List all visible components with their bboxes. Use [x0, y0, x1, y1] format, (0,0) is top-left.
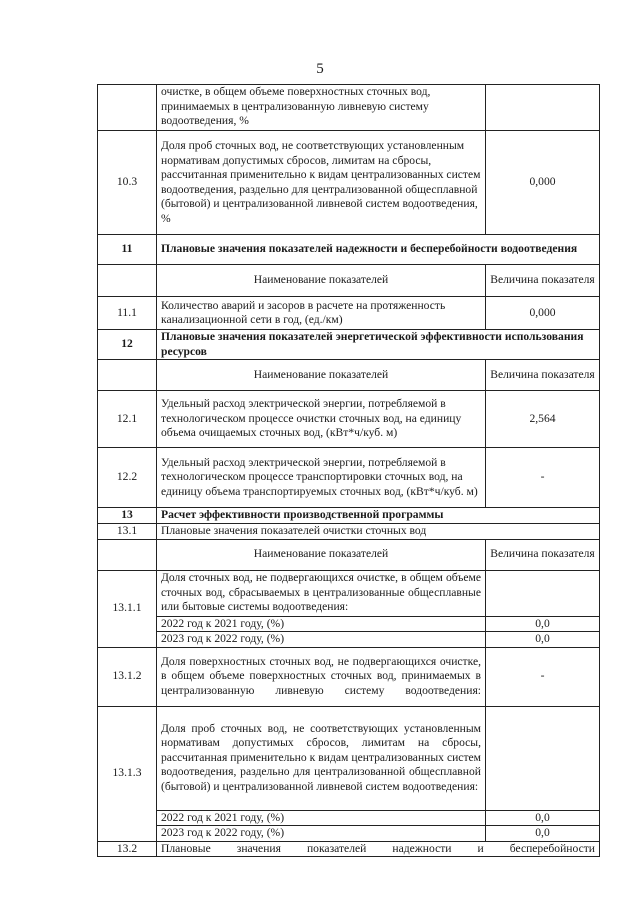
row-number	[98, 85, 157, 131]
indicator-text: Плановые значения показателей надежности и бесперебойности	[157, 841, 600, 857]
indicator-value: -	[486, 448, 600, 508]
row-number: 12.2	[98, 448, 157, 508]
year-value: 0,0	[486, 616, 600, 632]
table-row	[98, 647, 600, 706]
indicator-text: Доля проб сточных вод, не соответствующих установленным нормативам допустимых сбросов, лимитам на сбросы, рассчитанная применительно к видам централизованных систем водоотведения, раздельно для централизованной общесплавной (бытовой) и централизованной ливневой систем водоотведения:	[157, 706, 486, 810]
table-row	[98, 841, 600, 857]
header-name: Наименование показателей	[157, 265, 486, 297]
year-label: 2023 год к 2022 году, (%)	[157, 826, 486, 842]
indicator-value: 0,000	[486, 131, 600, 235]
table-row	[98, 706, 600, 810]
year-value: 0,0	[486, 810, 600, 826]
indicators-table	[97, 84, 600, 857]
indicator-text: Доля поверхностных сточных вод, не подвергающихся очистке, в общем объеме поверхностных сточных вод, принимаемых в централизованную ливневую систему водоотведения:	[157, 647, 486, 706]
section-row	[98, 235, 600, 265]
row-number: 12.1	[98, 391, 157, 448]
header-value: Величина показателя	[486, 539, 600, 570]
header-name: Наименование показателей	[157, 360, 486, 391]
indicator-value: 2,564	[486, 391, 600, 448]
indicator-text: Плановые значения показателей очистки сточных вод	[157, 523, 600, 539]
section-title: Плановые значения показателей надежности и бесперебойности водоотведения	[157, 235, 600, 265]
header-name: Наименование показателей	[157, 539, 486, 570]
table-row	[98, 85, 600, 131]
year-label: 2023 год к 2022 году, (%)	[157, 632, 486, 648]
table-row	[98, 616, 600, 632]
indicator-value: 0,000	[486, 297, 600, 330]
section-row	[98, 508, 600, 524]
indicator-text: Удельный расход электрической энергии, потребляемой в технологическом процессе очистки сточных вод, на единицу объема очищаемых сточных вод, (кВт*ч/куб. м)	[157, 391, 486, 448]
indicator-value	[486, 570, 600, 616]
indicator-text: Количество аварий и засоров в расчете на протяженность канализационной сети в год, (ед./км)	[157, 297, 486, 330]
row-number: 10.3	[98, 131, 157, 235]
section-number: 11	[98, 235, 157, 265]
row-number: 13.1.1	[98, 570, 157, 647]
year-value: 0,0	[486, 632, 600, 648]
section-number: 12	[98, 330, 157, 360]
header-value: Величина показателя	[486, 360, 600, 391]
table-row	[98, 391, 600, 448]
header-row	[98, 539, 600, 570]
section-title: Плановые значения показателей энергетической эффективности использования ресурсов	[157, 330, 600, 360]
row-number: 13.1	[98, 523, 157, 539]
indicator-text: Доля сточных вод, не подвергающихся очистке, в общем объеме сточных вод, сбрасываемых в централизованные общесплавные или бытовые системы водоотведения:	[157, 570, 486, 616]
table-row	[98, 632, 600, 648]
header-blank	[98, 265, 157, 297]
year-value: 0,0	[486, 826, 600, 842]
row-number: 13.1.3	[98, 706, 157, 841]
indicator-value	[486, 706, 600, 810]
header-row	[98, 360, 600, 391]
table-row	[98, 131, 600, 235]
table-row	[98, 523, 600, 539]
indicator-value: -	[486, 647, 600, 706]
page-number: 5	[316, 61, 324, 77]
year-label: 2022 год к 2021 году, (%)	[157, 616, 486, 632]
table-row	[98, 826, 600, 842]
header-blank	[98, 360, 157, 391]
table-row	[98, 570, 600, 616]
section-number: 13	[98, 508, 157, 524]
indicator-text: Удельный расход электрической энергии, потребляемой в технологическом процессе транспортировки сточных вод, на единицу объема транспортируемых сточных вод, (кВт*ч/куб. м)	[157, 448, 486, 508]
header-row	[98, 265, 600, 297]
table-row	[98, 448, 600, 508]
row-number: 13.2	[98, 841, 157, 857]
section-title: Расчет эффективности производственной программы	[157, 508, 600, 524]
header-value: Величина показателя	[486, 265, 600, 297]
table-row	[98, 297, 600, 330]
section-row	[98, 330, 600, 360]
table-row	[98, 810, 600, 826]
indicator-text: Доля проб сточных вод, не соответствующих установленным нормативам допустимых сбросов, лимитам на сбросы, рассчитанная применительно к видам централизованных систем водоотведения, раздельно для централизованной общесплавной (бытовой) и централизованной ливневой систем водоотведения, %	[157, 131, 486, 235]
row-number: 11.1	[98, 297, 157, 330]
indicator-text: очистке, в общем объеме поверхностных сточных вод, принимаемых в централизованную ливневую систему водоотведения, %	[157, 85, 486, 131]
header-blank	[98, 539, 157, 570]
indicator-value	[486, 85, 600, 131]
year-label: 2022 год к 2021 году, (%)	[157, 810, 486, 826]
row-number: 13.1.2	[98, 647, 157, 706]
